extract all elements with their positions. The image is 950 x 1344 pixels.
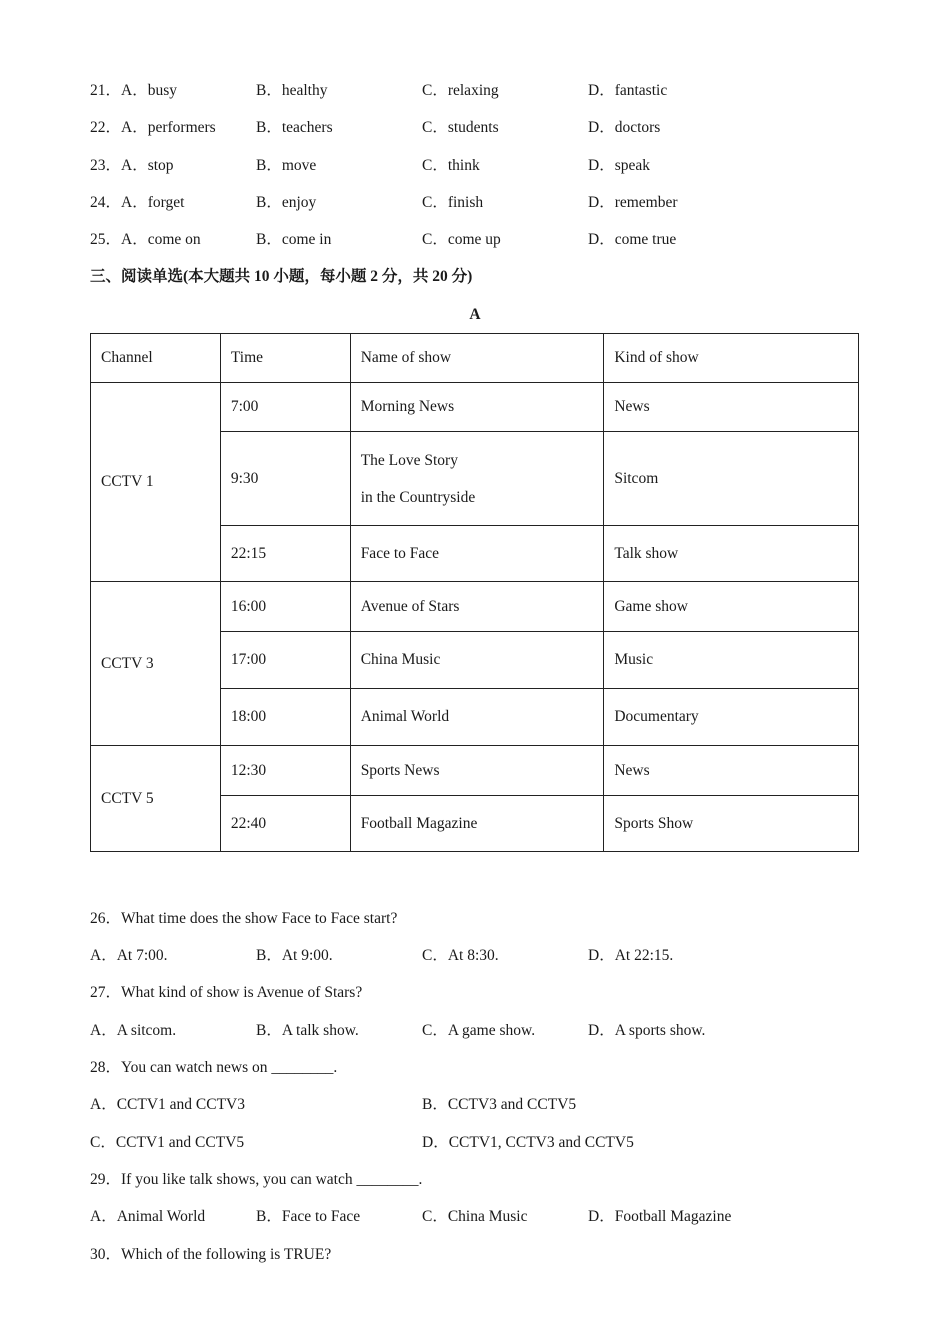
option-b: B．healthy	[256, 82, 328, 99]
option-a: 25．A．come on	[90, 231, 201, 248]
show-name-line: The Love Story	[360, 451, 458, 469]
show-name-cell	[350, 432, 604, 526]
passage-label: A	[469, 306, 481, 323]
option-c: C．students	[422, 119, 499, 136]
show-name-cell: Animal World	[350, 689, 604, 746]
header-show-kind: Kind of show	[604, 334, 859, 383]
option-d: D．doctors	[588, 119, 661, 136]
show-name-cell: Sports News	[350, 746, 604, 796]
header-show-name: Name of show	[350, 334, 604, 383]
option-d: D．Football Magazine	[588, 1208, 732, 1225]
option-a: A．At 7:00.	[90, 947, 168, 964]
option-c: C．China Music	[422, 1208, 528, 1225]
option-b: B．Face to Face	[256, 1208, 361, 1225]
option-b: B．teachers	[256, 119, 333, 136]
show-kind-cell: News	[604, 383, 859, 432]
question-26-stem: 26．What time does the show Face to Face start?	[90, 910, 398, 927]
option-b: B．come in	[256, 231, 332, 248]
option-a: A．Animal World	[90, 1208, 206, 1225]
option-a: A．CCTV1 and CCTV3	[90, 1096, 246, 1113]
show-kind-cell: Talk show	[604, 526, 859, 582]
time-cell: 7:00	[220, 383, 350, 432]
show-name-cell: China Music	[350, 632, 604, 689]
question-27-stem: 27．What kind of show is Avenue of Stars?	[90, 984, 363, 1001]
show-kind-cell: Sitcom	[604, 432, 859, 526]
channel-cell: CCTV 3	[91, 582, 221, 746]
time-cell: 18:00	[220, 689, 350, 746]
show-kind-cell: Documentary	[604, 689, 859, 746]
time-cell: 16:00	[220, 582, 350, 632]
option-d: D．CCTV1, CCTV3 and CCTV5	[422, 1134, 634, 1151]
question-29-stem: 29．If you like talk shows, you can watch ________.	[90, 1171, 423, 1188]
time-cell: 17:00	[220, 632, 350, 689]
option-d: D．come true	[588, 231, 677, 248]
option-c: C．A game show.	[422, 1022, 536, 1039]
question-30-stem: 30．Which of the following is TRUE?	[90, 1246, 332, 1263]
option-b: B．At 9:00.	[256, 947, 333, 964]
show-name-line: in the Countryside	[360, 488, 476, 506]
show-name-cell: Avenue of Stars	[350, 582, 604, 632]
option-a: 23．A．stop	[90, 157, 174, 174]
option-b: B．move	[256, 157, 317, 174]
option-d: D．fantastic	[588, 82, 668, 99]
show-kind-cell: Sports Show	[604, 796, 859, 852]
option-a: 24．A．forget	[90, 194, 185, 211]
option-c: C．finish	[422, 194, 484, 211]
section-heading: 三、阅读单选(本大题共 10 小题，每小题 2 分，共 20 分)	[90, 268, 473, 285]
option-c: C．come up	[422, 231, 501, 248]
option-b: B．A talk show.	[256, 1022, 359, 1039]
show-kind-cell: News	[604, 746, 859, 796]
option-b: B．CCTV3 and CCTV5	[422, 1096, 577, 1113]
option-d: D．At 22:15.	[588, 947, 674, 964]
option-a: 21．A．busy	[90, 82, 177, 99]
option-d: D．A sports show.	[588, 1022, 706, 1039]
channel-cell: CCTV 5	[91, 746, 221, 852]
option-d: D．remember	[588, 194, 678, 211]
table-row	[91, 582, 859, 632]
option-c: C．think	[422, 157, 480, 174]
table-row	[91, 383, 859, 432]
header-channel: Channel	[91, 334, 221, 383]
table-header-row	[91, 334, 859, 383]
option-b: B．enjoy	[256, 194, 317, 211]
option-c: C．CCTV1 and CCTV5	[90, 1134, 245, 1151]
show-name-cell: Morning News	[350, 383, 604, 432]
option-c: C．At 8:30.	[422, 947, 499, 964]
show-name-cell: Football Magazine	[350, 796, 604, 852]
option-d: D．speak	[588, 157, 650, 174]
show-name-cell: Face to Face	[350, 526, 604, 582]
time-cell: 9:30	[220, 432, 350, 526]
time-cell: 22:15	[220, 526, 350, 582]
tv-schedule-table	[90, 333, 859, 852]
question-28-stem: 28．You can watch news on ________.	[90, 1059, 338, 1076]
show-kind-cell: Game show	[604, 582, 859, 632]
show-kind-cell: Music	[604, 632, 859, 689]
time-cell: 22:40	[220, 796, 350, 852]
option-c: C．relaxing	[422, 82, 499, 99]
channel-cell: CCTV 1	[91, 383, 221, 582]
time-cell: 12:30	[220, 746, 350, 796]
table-row	[91, 746, 859, 796]
option-a: A．A sitcom.	[90, 1022, 177, 1039]
option-a: 22．A．performers	[90, 119, 216, 136]
header-time: Time	[220, 334, 350, 383]
